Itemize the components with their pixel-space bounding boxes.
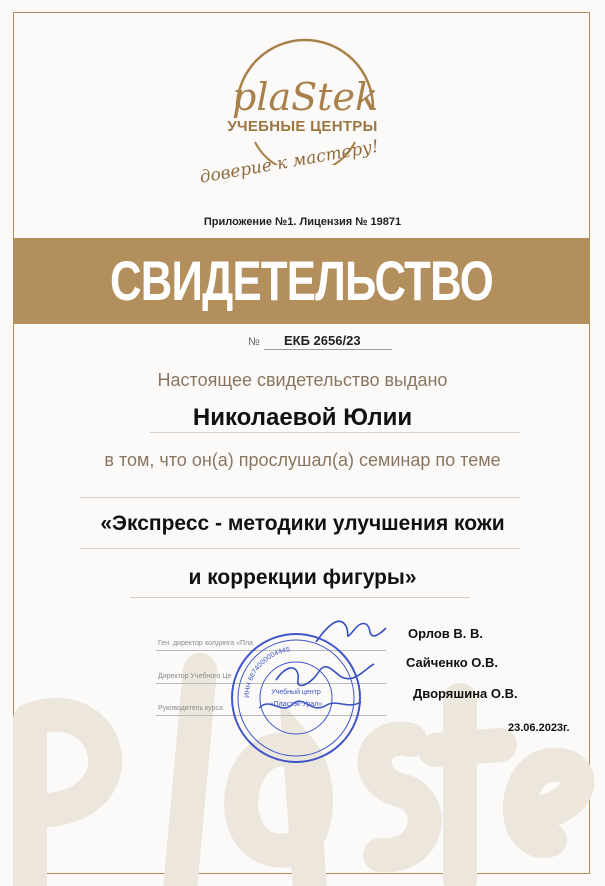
logo-subtitle: УЧЕБНЫЕ ЦЕНТРЫ: [227, 118, 378, 135]
number-sign: №: [248, 336, 260, 348]
topic-top-line: [80, 497, 520, 498]
seminar-text: в том, что он(а) прослушал(а) семинар по теме: [104, 450, 501, 470]
issue-date: 23.06.2023г.: [508, 722, 570, 734]
recipient-name: Николаевой Юлии: [192, 404, 413, 431]
official-stamp: [228, 630, 364, 766]
topic-line-2: и коррекции фигуры»: [188, 566, 417, 589]
topic-line-1: «Экспресс - методики улучшения кожи: [100, 512, 505, 535]
signer-orlov: Орлов В. В.: [408, 626, 483, 641]
stamp-ring-text: ИНН 6674000004445: [243, 646, 291, 699]
role-general-director: Ген. директор холдинга «Пла: [158, 640, 253, 647]
stamp-center-text: Учебный центр: [271, 689, 321, 696]
topic-underline-1: [80, 548, 520, 549]
certificate-title: СВИДЕТЕЛЬСТВО: [110, 249, 493, 312]
recipient-underline: [150, 432, 520, 433]
appendix-license: Приложение №1. Лицензия № 19871: [203, 216, 402, 228]
svg-text:plaStek: plaStek: [232, 75, 378, 119]
role-training-director: Директор Учебного Це: [158, 673, 232, 680]
signer-dvoryashina: Дворяшина О.В.: [413, 686, 518, 701]
signer-saichenko: Сайченко О.В.: [406, 655, 499, 670]
number-underline: [264, 349, 392, 350]
logo-tagline: доверие к мастеру!: [198, 136, 381, 188]
stamp-center-text-2: «Пластэк-Урал»: [269, 701, 323, 708]
role-course-head: Руководитель курса: [158, 705, 223, 712]
topic-underline-2: [130, 597, 470, 598]
issued-text: Настоящее свидетельство выдано: [157, 370, 448, 390]
number-value: ЕКБ 2656/23: [284, 333, 361, 348]
title-band: [13, 238, 590, 324]
